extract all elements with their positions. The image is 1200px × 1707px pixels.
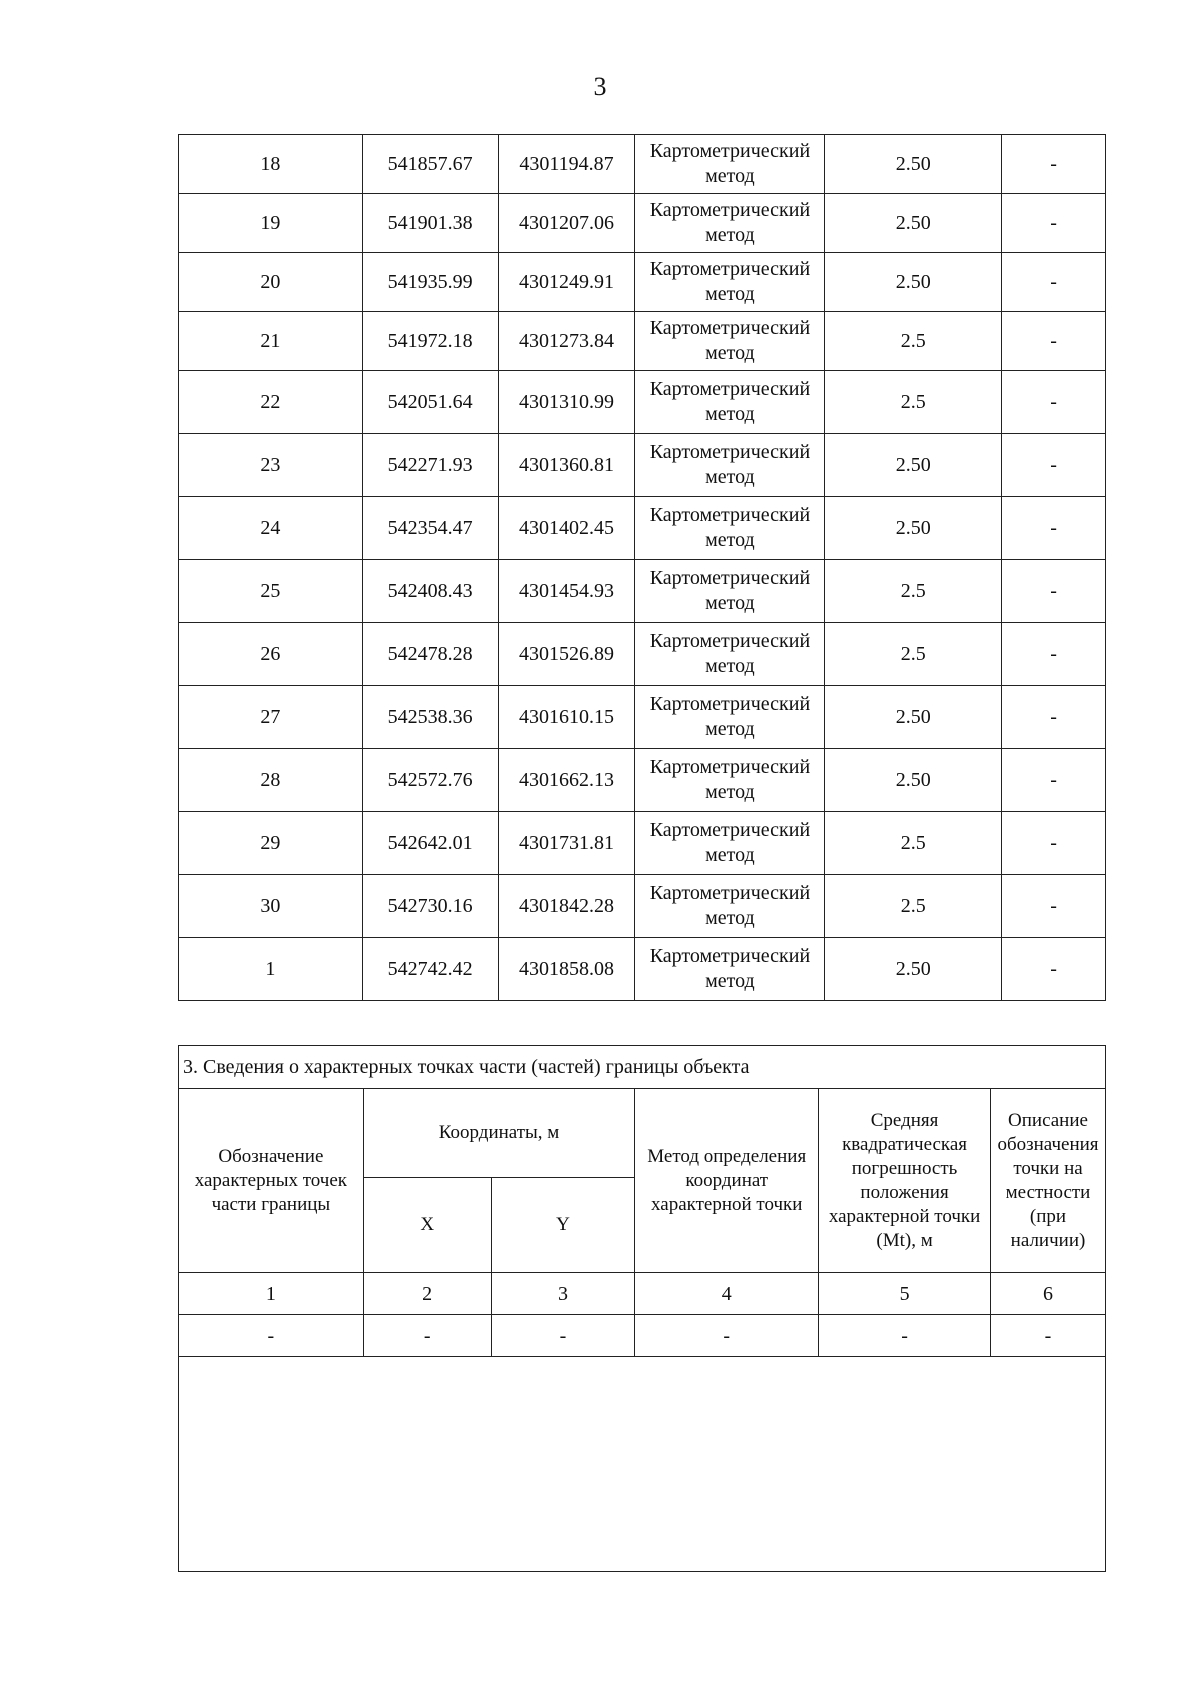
coord-y: 4301249.91: [498, 253, 635, 312]
point-number: 18: [179, 135, 363, 194]
table-cell: -: [179, 1315, 364, 1357]
coord-x: 542538.36: [362, 686, 498, 749]
point-number: 26: [179, 623, 363, 686]
method-line: Картометрический: [649, 882, 811, 904]
method-line: Картометрический: [649, 199, 811, 221]
coord-y: 4301310.99: [498, 371, 635, 434]
method-line: Картометрический: [649, 258, 811, 280]
point-number: 30: [179, 875, 363, 938]
table-row: [179, 812, 1106, 875]
header-method: Метод определения координат характерной точки: [635, 1089, 819, 1273]
column-number: 1: [179, 1273, 364, 1315]
mt-value: 2.50: [825, 938, 1002, 1001]
method: [635, 312, 825, 371]
section3-table: [178, 1045, 1106, 1357]
method-line: метод: [705, 165, 755, 187]
point-number: 25: [179, 560, 363, 623]
empty-area: [178, 1357, 1106, 1572]
coord-y: 4301194.87: [498, 135, 635, 194]
coord-x: 542478.28: [362, 623, 498, 686]
method: [635, 434, 825, 497]
coord-y: 4301858.08: [498, 938, 635, 1001]
method-line: Картометрический: [649, 441, 811, 463]
method: [635, 686, 825, 749]
coord-x: 542642.01: [362, 812, 498, 875]
point-number: 22: [179, 371, 363, 434]
method-line: Картометрический: [649, 819, 811, 841]
description: -: [1002, 875, 1106, 938]
method-line: Картометрический: [649, 378, 811, 400]
point-number: 1: [179, 938, 363, 1001]
description: -: [1002, 371, 1106, 434]
method-line: метод: [705, 403, 755, 425]
header-mt: Средняя квадратическая погрешность положения характерной точки (Mt), м: [819, 1089, 991, 1273]
method: [635, 371, 825, 434]
mt-value: 2.50: [825, 497, 1002, 560]
header-coordinates: Координаты, м: [363, 1089, 635, 1178]
coord-x: 541935.99: [362, 253, 498, 312]
table-row: [179, 875, 1106, 938]
method: [635, 497, 825, 560]
column-number: 3: [491, 1273, 635, 1315]
table-cell: -: [635, 1315, 819, 1357]
method: [635, 135, 825, 194]
column-number: 4: [635, 1273, 819, 1315]
mt-value: 2.5: [825, 812, 1002, 875]
table-cell: -: [819, 1315, 991, 1357]
description: -: [1002, 434, 1106, 497]
table-row: [179, 434, 1106, 497]
mt-value: 2.5: [825, 371, 1002, 434]
mt-value: 2.5: [825, 312, 1002, 371]
coord-y: 4301360.81: [498, 434, 635, 497]
method-line: Картометрический: [649, 567, 811, 589]
coord-x: 542408.43: [362, 560, 498, 623]
method: [635, 560, 825, 623]
table-row: [179, 686, 1106, 749]
header-x: X: [363, 1178, 491, 1273]
point-number: 20: [179, 253, 363, 312]
method-line: Картометрический: [649, 945, 811, 967]
description: -: [1002, 497, 1106, 560]
method-line: метод: [705, 655, 755, 677]
description: -: [1002, 938, 1106, 1001]
column-number: 6: [991, 1273, 1106, 1315]
coord-y: 4301526.89: [498, 623, 635, 686]
table-row: [179, 560, 1106, 623]
table-row: [179, 371, 1106, 434]
method-line: метод: [705, 781, 755, 803]
point-number: 21: [179, 312, 363, 371]
table-row: [179, 623, 1106, 686]
description: -: [1002, 253, 1106, 312]
coord-x: 541901.38: [362, 194, 498, 253]
method: [635, 938, 825, 1001]
description: -: [1002, 812, 1106, 875]
coord-y: 4301731.81: [498, 812, 635, 875]
method: [635, 812, 825, 875]
description: -: [1002, 686, 1106, 749]
table-row: [179, 135, 1106, 194]
method-line: Картометрический: [649, 756, 811, 778]
coord-x: 542572.76: [362, 749, 498, 812]
mt-value: 2.50: [825, 749, 1002, 812]
description: -: [1002, 194, 1106, 253]
mt-value: 2.50: [825, 194, 1002, 253]
method-line: метод: [705, 466, 755, 488]
mt-value: 2.50: [825, 135, 1002, 194]
method-line: метод: [705, 718, 755, 740]
method-line: Картометрический: [649, 693, 811, 715]
header-designation: Обозначение характерных точек части границы: [179, 1089, 364, 1273]
coord-y: 4301402.45: [498, 497, 635, 560]
method-line: Картометрический: [649, 317, 811, 339]
point-number: 29: [179, 812, 363, 875]
description: -: [1002, 312, 1106, 371]
method-line: метод: [705, 844, 755, 866]
point-number: 27: [179, 686, 363, 749]
mt-value: 2.50: [825, 253, 1002, 312]
coord-x: 542354.47: [362, 497, 498, 560]
mt-value: 2.50: [825, 686, 1002, 749]
table-row: [179, 497, 1106, 560]
table-cell: -: [991, 1315, 1106, 1357]
method-line: метод: [705, 342, 755, 364]
mt-value: 2.50: [825, 434, 1002, 497]
coord-y: 4301662.13: [498, 749, 635, 812]
method-line: метод: [705, 224, 755, 246]
coord-x: 542271.93: [362, 434, 498, 497]
table-row: [179, 253, 1106, 312]
table-row: [179, 312, 1106, 371]
column-number: 2: [363, 1273, 491, 1315]
mt-value: 2.5: [825, 875, 1002, 938]
table-cell: -: [491, 1315, 635, 1357]
point-number: 24: [179, 497, 363, 560]
point-number: 28: [179, 749, 363, 812]
method-line: метод: [705, 529, 755, 551]
boundary-points-table: [178, 134, 1106, 1001]
coord-y: 4301454.93: [498, 560, 635, 623]
method: [635, 875, 825, 938]
method-line: Картометрический: [649, 630, 811, 652]
method-line: метод: [705, 907, 755, 929]
coord-x: 541857.67: [362, 135, 498, 194]
coord-y: 4301273.84: [498, 312, 635, 371]
description: -: [1002, 623, 1106, 686]
table-cell: -: [363, 1315, 491, 1357]
coord-x: 542051.64: [362, 371, 498, 434]
header-description: Описание обозначения точки на местности (при наличии): [991, 1089, 1106, 1273]
method: [635, 194, 825, 253]
description: -: [1002, 135, 1106, 194]
method-line: Картометрический: [649, 140, 811, 162]
method-line: Картометрический: [649, 504, 811, 526]
description: -: [1002, 560, 1106, 623]
method-line: метод: [705, 970, 755, 992]
coord-y: 4301842.28: [498, 875, 635, 938]
header-y: Y: [491, 1178, 635, 1273]
method: [635, 253, 825, 312]
column-number: 5: [819, 1273, 991, 1315]
coord-x: 541972.18: [362, 312, 498, 371]
mt-value: 2.5: [825, 560, 1002, 623]
table-row: [179, 194, 1106, 253]
mt-value: 2.5: [825, 623, 1002, 686]
table-row: [179, 938, 1106, 1001]
point-number: 23: [179, 434, 363, 497]
point-number: 19: [179, 194, 363, 253]
table-row: [179, 749, 1106, 812]
coord-x: 542742.42: [362, 938, 498, 1001]
coord-x: 542730.16: [362, 875, 498, 938]
coord-y: 4301207.06: [498, 194, 635, 253]
page-number: 3: [593, 72, 607, 101]
coord-y: 4301610.15: [498, 686, 635, 749]
method-line: метод: [705, 592, 755, 614]
method: [635, 623, 825, 686]
method-line: метод: [705, 283, 755, 305]
section3-title: 3. Сведения о характерных точках части (частей) границы объекта: [179, 1046, 1106, 1089]
method: [635, 749, 825, 812]
description: -: [1002, 749, 1106, 812]
